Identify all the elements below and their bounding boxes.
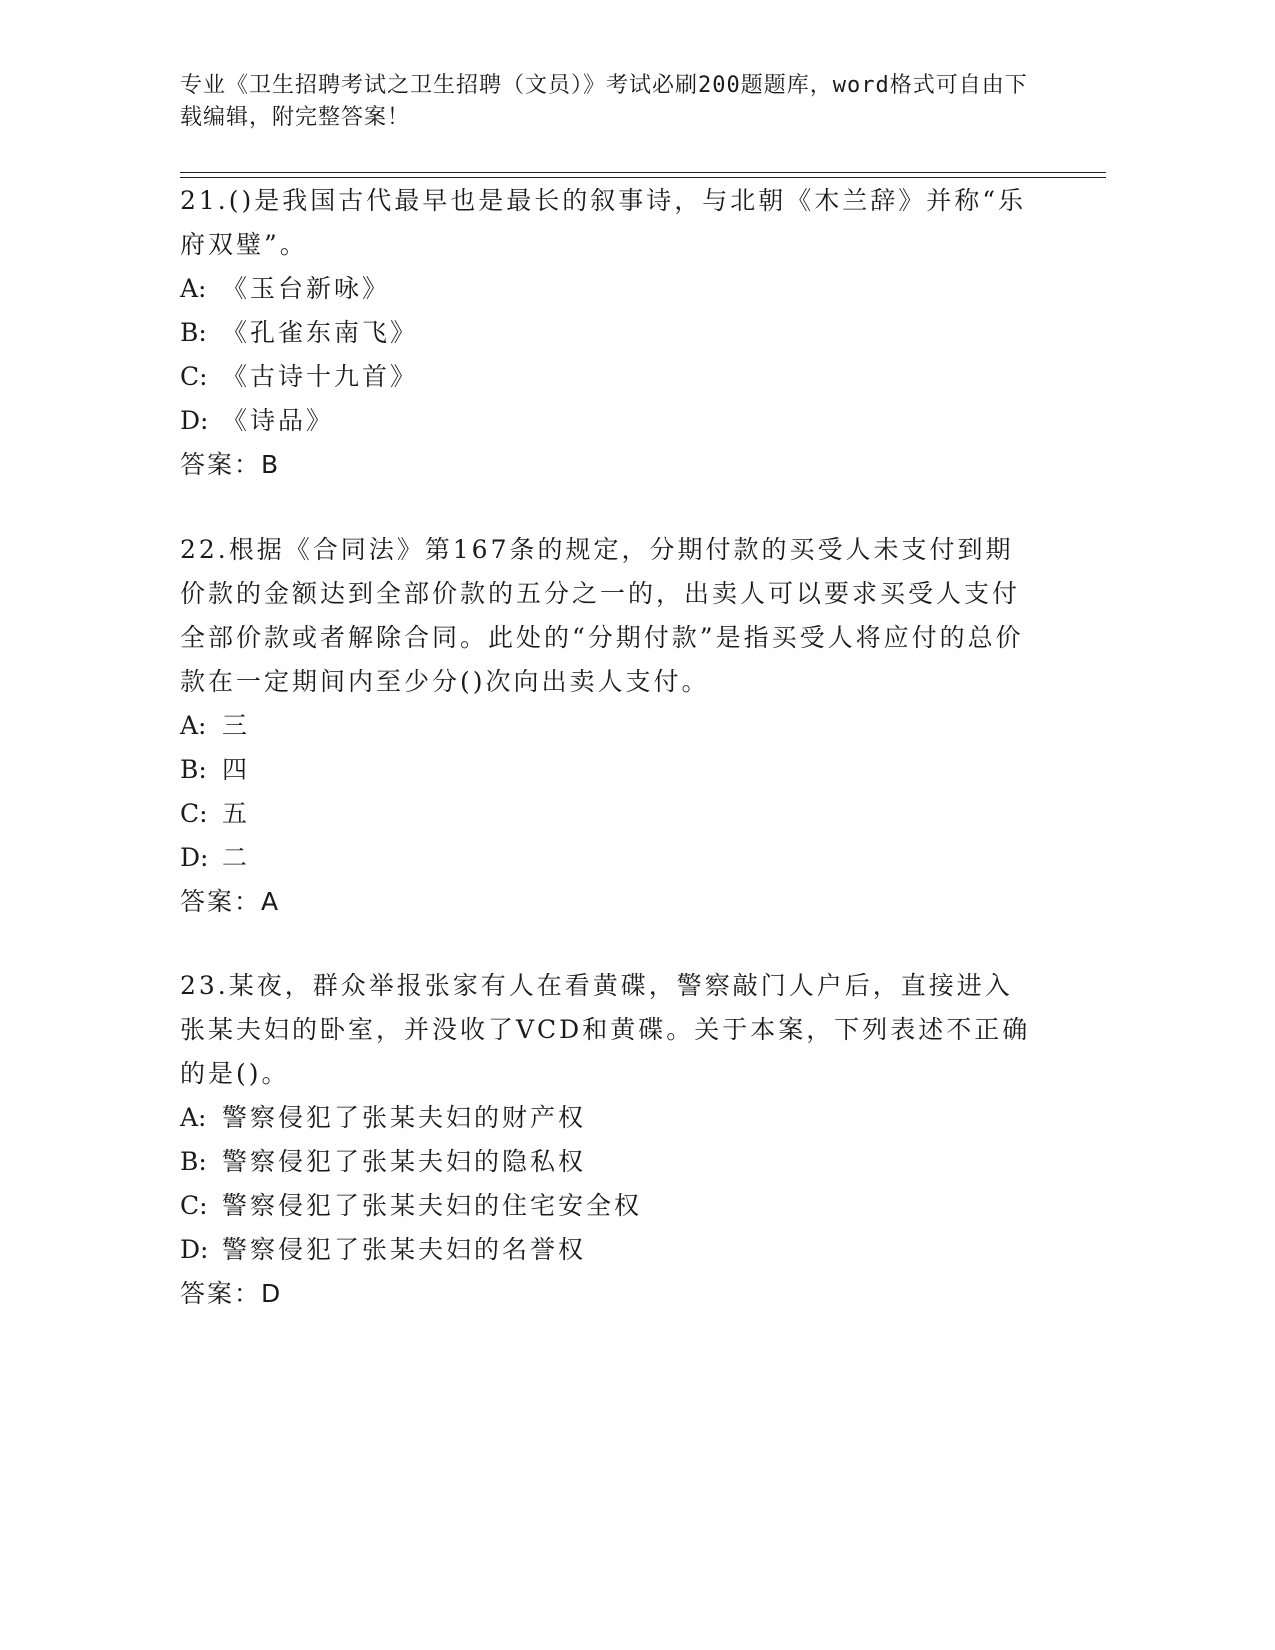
option-text: 警察侵犯了张某夫妇的名誉权: [222, 1235, 587, 1264]
option-text: 警察侵犯了张某夫妇的财产权: [222, 1103, 587, 1132]
answer-line: 答案：D: [180, 1279, 283, 1308]
option-letter: D:: [180, 1235, 209, 1264]
answer-line: 答案：A: [180, 887, 281, 916]
option-text: 《诗品》: [222, 406, 335, 435]
option-letter: C:: [180, 799, 208, 828]
option-text: 五: [222, 799, 251, 828]
option-c: [180, 792, 1040, 836]
question-21: [180, 179, 1040, 487]
question-text: 21.()是我国古代最早也是最长的叙事诗，与北朝《木兰辞》并称“乐府双璧”。: [180, 186, 1027, 259]
option-text: 二: [222, 843, 251, 872]
option-d: [180, 399, 1040, 443]
option-text: 《古诗十九首》: [222, 362, 419, 391]
option-text: 警察侵犯了张某夫妇的隐私权: [222, 1147, 587, 1176]
option-b: [180, 311, 1040, 355]
option-a: [180, 704, 1040, 748]
document-header: 专业《卫生招聘考试之卫生招聘（文员）》考试必刷200题题库，word格式可自由下载编辑，附完整答案！: [180, 73, 1028, 130]
question-text: 23.某夜，群众举报张家有人在看黄碟，警察敲门人户后，直接进入张某夫妇的卧室，并没收了VCD和黄碟。关于本案，下列表述不正确的是()。: [180, 971, 1031, 1088]
option-letter: D:: [180, 406, 209, 435]
question-23: [180, 964, 1040, 1316]
option-d: [180, 1228, 1040, 1272]
option-text: 四: [222, 755, 251, 784]
option-b: [180, 1140, 1040, 1184]
question-22: [180, 528, 1040, 924]
header-divider-bottom: [180, 177, 1106, 178]
option-letter: A:: [180, 1103, 207, 1132]
option-letter: C:: [180, 362, 208, 391]
option-letter: A:: [180, 711, 207, 740]
option-text: 三: [222, 711, 251, 740]
option-text: 《孔雀东南飞》: [222, 318, 419, 347]
option-letter: B:: [180, 1147, 207, 1176]
option-letter: C:: [180, 1191, 208, 1220]
option-b: [180, 748, 1040, 792]
option-a: [180, 1096, 1040, 1140]
option-letter: B:: [180, 318, 207, 347]
option-letter: D:: [180, 843, 209, 872]
header-divider-top: [180, 172, 1106, 173]
answer-line: 答案：B: [180, 450, 281, 479]
option-c: [180, 1184, 1040, 1228]
option-text: 警察侵犯了张某夫妇的住宅安全权: [222, 1191, 643, 1220]
option-letter: B:: [180, 755, 207, 784]
option-d: [180, 836, 1040, 880]
question-text: 22.根据《合同法》第167条的规定，分期付款的买受人未支付到期价款的金额达到全部价款的五分之一的，出卖人可以要求买受人支付全部价款或者解除合同。此处的“分期付款”是指买受人将应付的总价款在一定期间内至少分()次向出卖人支付。: [180, 535, 1024, 696]
option-a: [180, 267, 1040, 311]
option-letter: A:: [180, 274, 207, 303]
option-c: [180, 355, 1040, 399]
option-text: 《玉台新咏》: [222, 274, 391, 303]
